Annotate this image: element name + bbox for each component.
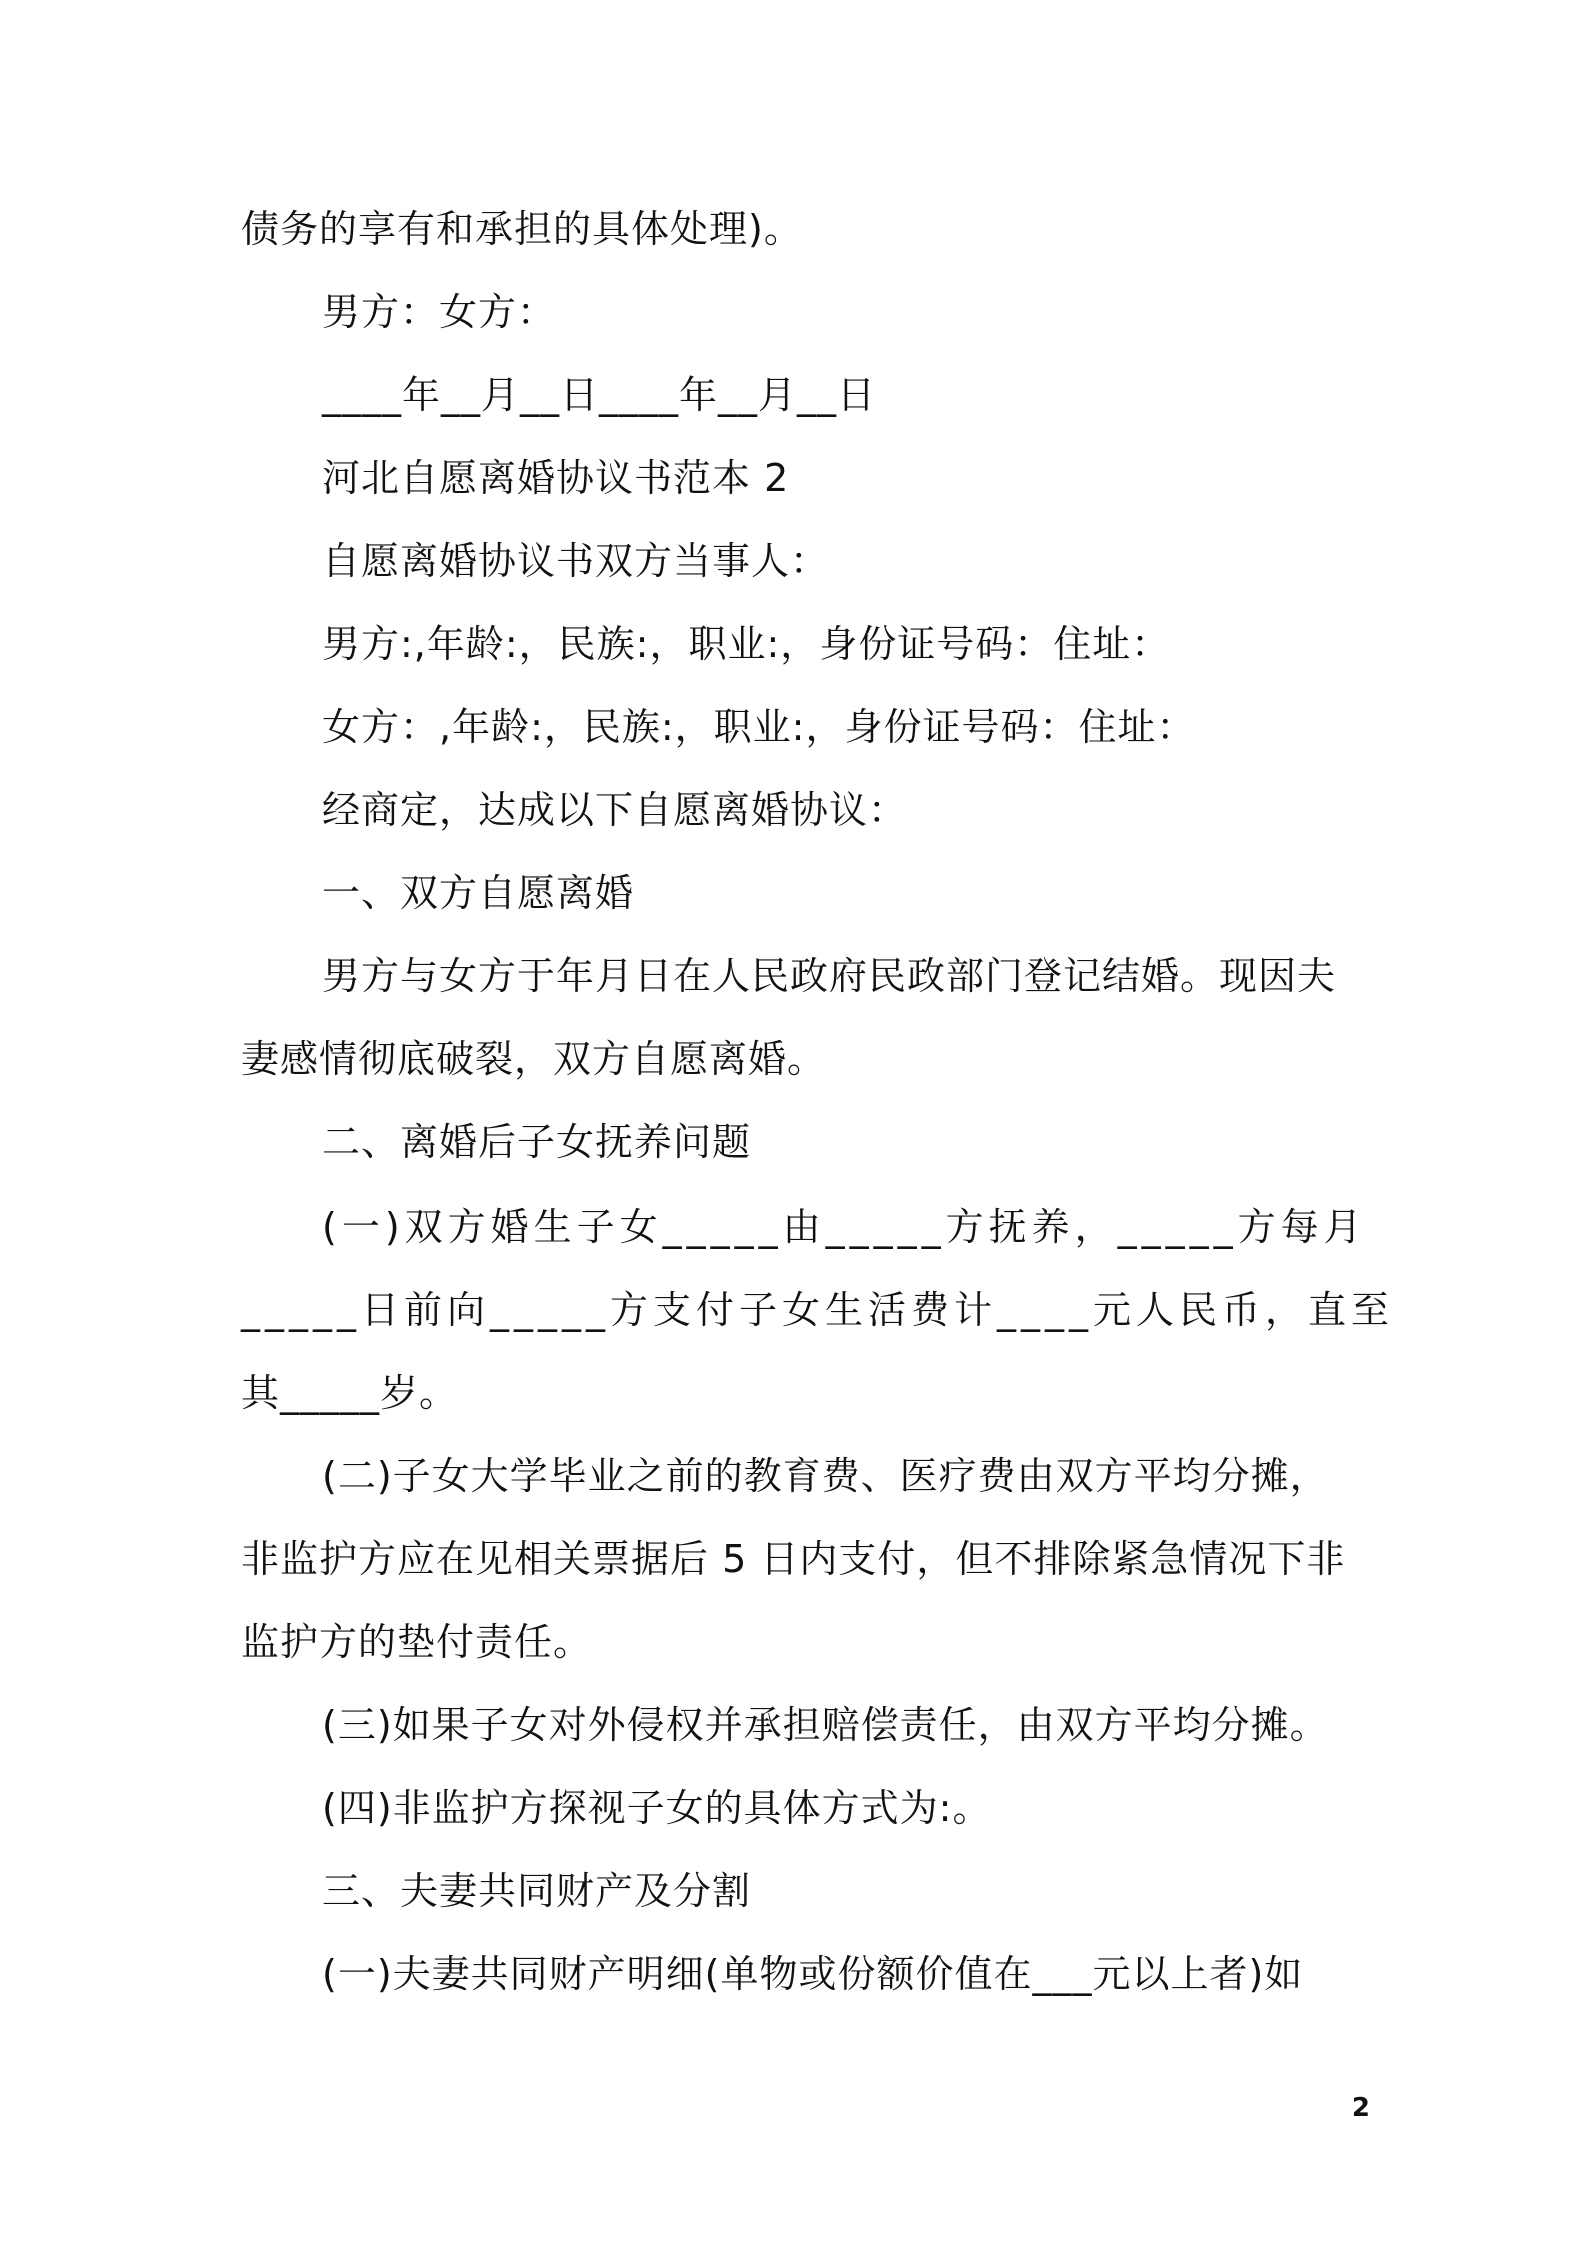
text-line: 非监护方应在见相关票据后 5 日内支付，但不排除紧急情况下非 — [241, 1537, 1346, 1581]
male-party-info: 男方:,年龄:，民族:，职业:，身份证号码：住址： — [322, 622, 1171, 666]
text-line: _____日前向_____方支付子女生活费计____元人民币，直至 — [241, 1288, 1395, 1332]
text-line: (一)夫妻共同财产明细(单物或份额价值在___元以上者)如 — [322, 1952, 1304, 1996]
female-party-info: 女方：,年龄:，民族:，职业:，身份证号码：住址： — [322, 705, 1196, 749]
page-number: 2 — [1351, 2093, 1370, 2123]
clause-heading: 一、双方自愿离婚 — [322, 871, 635, 915]
text-line: (二)子女大学毕业之前的教育费、医疗费由双方平均分摊， — [322, 1454, 1329, 1498]
text-line: 妻感情彻底破裂，双方自愿离婚。 — [241, 1037, 827, 1081]
text-line: (四)非监护方探视子女的具体方式为:。 — [322, 1786, 992, 1830]
text-line: (三)如果子女对外侵权并承担赔偿责任，由双方平均分摊。 — [322, 1703, 1329, 1747]
signature-parties-line: 男方：女方： — [322, 290, 557, 334]
text-line: 经商定，达成以下自愿离婚协议： — [322, 788, 908, 832]
text-line: 监护方的垫付责任。 — [241, 1620, 593, 1664]
text-line: 其_____岁。 — [241, 1371, 459, 1415]
section-title: 河北自愿离婚协议书范本 2 — [322, 456, 790, 500]
text-line: 自愿离婚协议书双方当事人： — [322, 539, 830, 583]
text-line: 债务的享有和承担的具体处理)。 — [241, 207, 803, 251]
clause-heading: 三、夫妻共同财产及分割 — [322, 1869, 752, 1913]
signature-date-line: ____年__月__日____年__月__日 — [322, 373, 877, 417]
text-line: 男方与女方于年月日在人民政府民政部门登记结婚。现因夫 — [322, 954, 1337, 998]
text-line: (一)双方婚生子女_____由_____方抚养，_____方每月 — [322, 1205, 1367, 1249]
clause-heading: 二、离婚后子女抚养问题 — [322, 1120, 752, 1164]
